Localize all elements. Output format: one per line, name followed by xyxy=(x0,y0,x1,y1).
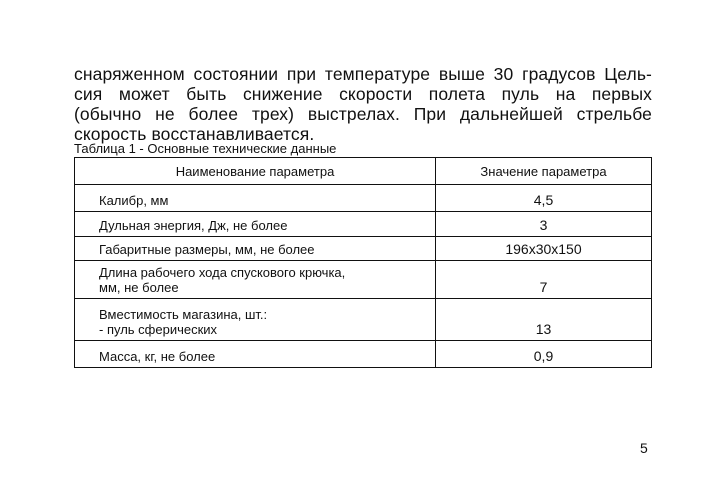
row-name-text: Масса, кг, не более xyxy=(99,349,216,364)
row-name-cell xyxy=(75,237,436,261)
table-row xyxy=(75,261,652,299)
table-header-row xyxy=(75,158,652,185)
table-row xyxy=(75,237,652,261)
specs-table xyxy=(74,157,652,368)
header-parameter-value: Значение параметра xyxy=(436,158,652,185)
paragraph-line: сия может быть снижение скорости полета пуль на первых xyxy=(74,84,652,104)
row-name-cell xyxy=(75,185,436,212)
row-value-cell: 196x30x150 xyxy=(436,237,652,261)
row-value-cell: 13 xyxy=(436,299,652,341)
table-row xyxy=(75,299,652,341)
table-row xyxy=(75,341,652,368)
paragraph-line: снаряженном состоянии при температуре выше 30 градусов Цель- xyxy=(74,64,652,84)
row-name-text: Габаритные размеры, мм, не более xyxy=(99,242,315,257)
header-parameter-name: Наименование параметра xyxy=(75,158,436,185)
paragraph-line: (обычно не более трех) выстрелах. При дальнейшей стрельбе xyxy=(74,104,652,124)
row-name-text: Длина рабочего хода спускового крючка, xyxy=(99,265,346,280)
row-name-cell xyxy=(75,341,436,368)
row-name-cell xyxy=(75,261,436,299)
row-value-cell: 4,5 xyxy=(436,185,652,212)
row-name-text: Калибр, мм xyxy=(99,193,169,208)
table-caption: Таблица 1 - Основные технические данные xyxy=(74,141,337,156)
table-row xyxy=(75,185,652,212)
paragraph-line: скорость восстанавливается. xyxy=(74,124,315,144)
row-value-cell: 0,9 xyxy=(436,341,652,368)
row-name-cell xyxy=(75,299,436,341)
row-value-cell: 3 xyxy=(436,212,652,237)
table-row xyxy=(75,212,652,237)
row-name-cell xyxy=(75,212,436,237)
row-name-text: Дульная энергия, Дж, не более xyxy=(99,218,288,233)
page-number: 5 xyxy=(640,440,648,456)
body-paragraph xyxy=(74,64,652,144)
row-name-text: Вместимость магазина, шт.: xyxy=(99,307,268,322)
row-name-text: - пуль сферических xyxy=(99,322,218,337)
row-value-cell: 7 xyxy=(436,261,652,299)
row-name-text: мм, не более xyxy=(99,280,179,295)
